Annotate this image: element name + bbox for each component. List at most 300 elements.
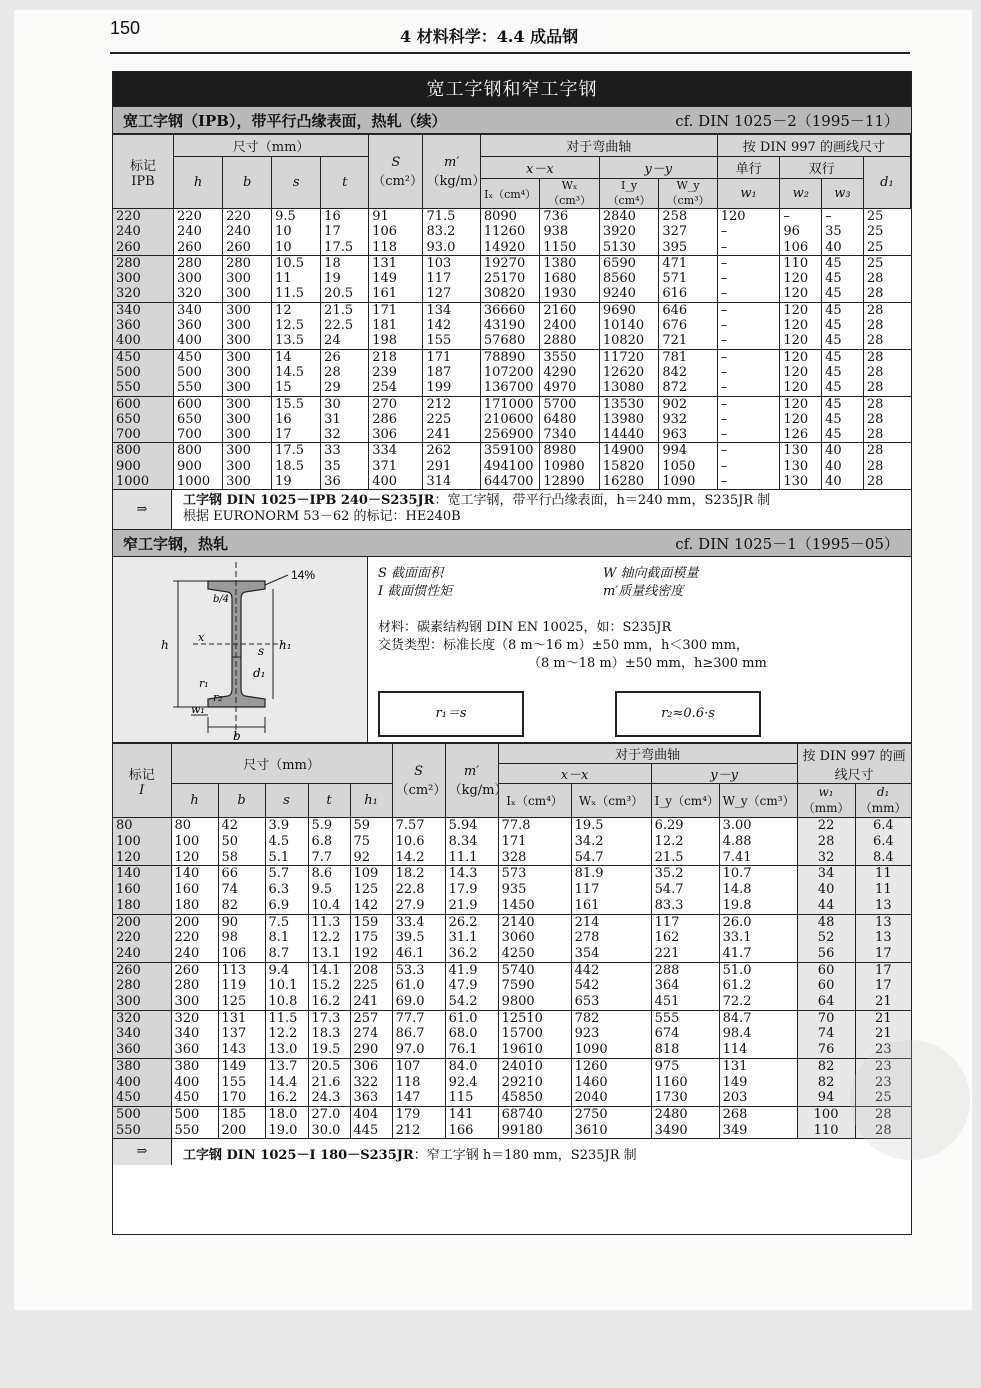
table-row: [113, 962, 911, 978]
table-cell: 241: [423, 427, 480, 443]
table-cell: 136700: [480, 380, 539, 396]
table-cell: 45: [822, 255, 864, 271]
section1-example-note: [113, 489, 911, 530]
table-cell: 225: [423, 412, 480, 427]
table-cell: 45: [822, 427, 864, 443]
table-cell: 162: [651, 930, 719, 946]
table-cell: 64: [797, 994, 855, 1010]
table-cell: 120: [717, 209, 780, 225]
table-cell: 240: [223, 224, 272, 239]
table-cell: 3610: [571, 1123, 651, 1139]
table-cell: 500: [113, 365, 174, 380]
table-cell: 45: [822, 318, 864, 333]
table-cell: 69.0: [392, 994, 445, 1010]
table-row: [113, 834, 911, 850]
table-cell: 4.5: [265, 834, 308, 850]
table-cell: 400: [171, 1075, 218, 1091]
table-cell: 400: [113, 1075, 171, 1091]
table-cell: 500: [113, 1107, 171, 1123]
table-cell: 700: [113, 427, 174, 443]
table-cell: 300: [174, 271, 223, 286]
table-cell: 14: [272, 349, 321, 365]
table-cell: 6.8: [308, 834, 350, 850]
table-cell: 400: [174, 333, 223, 349]
table-cell: 214: [571, 914, 651, 930]
table-cell: 7.5: [265, 914, 308, 930]
table-cell: 120: [780, 412, 822, 427]
table-cell: 571: [659, 271, 717, 286]
col-din997: 按 DIN 997 的画线尺寸: [717, 135, 910, 157]
col2-S: S （cm²）: [392, 744, 445, 818]
table-cell: 149: [719, 1075, 797, 1091]
table-cell: 12.2: [265, 1026, 308, 1042]
table-cell: 359100: [480, 443, 539, 459]
table-cell: 19.8: [719, 898, 797, 914]
table-cell: 15.5: [272, 396, 321, 412]
table-cell: 155: [218, 1075, 265, 1091]
table-cell: 130: [780, 474, 822, 489]
col-bend-axis: 对于弯曲轴: [480, 135, 717, 157]
table-cell: 650: [113, 412, 174, 427]
section1-heading-bar: [113, 106, 911, 134]
table-cell: 28: [863, 333, 910, 349]
table-cell: 17: [321, 224, 369, 239]
table-cell: 179: [392, 1107, 445, 1123]
material-line: 材料：碳素结构钢 DIN EN 10025，如：S235JR: [378, 620, 672, 636]
table-cell: 44: [797, 898, 855, 914]
legend-I: I 截面惯性矩: [378, 584, 453, 600]
table-cell: 7.57: [392, 818, 445, 834]
table-cell: 171: [369, 302, 423, 318]
table-cell: 200: [113, 914, 171, 930]
table-cell: 270: [369, 396, 423, 412]
table-cell: 12890: [540, 474, 599, 489]
table-cell: 800: [174, 443, 223, 459]
table-cell: 14.2: [392, 850, 445, 866]
table-row: [113, 914, 911, 930]
table-cell: 17.9: [445, 882, 498, 898]
table-cell: 3550: [540, 349, 599, 365]
example-designation: 工字钢 DIN 1025－IPB 240－S235JR: [183, 493, 435, 509]
table-row: [113, 1042, 911, 1058]
col2-h1: h₁: [350, 784, 392, 818]
table-cell: 700: [174, 427, 223, 443]
table-cell: 268: [719, 1107, 797, 1123]
table-cell: 41.7: [719, 946, 797, 962]
section2-example-note: [113, 1138, 911, 1165]
table-cell: 5700: [540, 396, 599, 412]
col-single-row: 单行: [717, 157, 780, 179]
table-cell: 52: [797, 930, 855, 946]
table-cell: 35: [321, 459, 369, 474]
table-cell: 736: [540, 209, 599, 225]
col-Ix: Iₓ（cm⁴）: [480, 179, 539, 209]
table-cell: 1730: [651, 1090, 719, 1106]
table-cell: 68740: [498, 1107, 571, 1123]
table-cell: 28: [863, 365, 910, 380]
table-cell: 400: [113, 333, 174, 349]
col2-Wy: W_y（cm³）: [719, 784, 797, 818]
table-cell: 11.3: [308, 914, 350, 930]
table-cell: 100: [113, 834, 171, 850]
table-cell: 45: [822, 412, 864, 427]
table-cell: 140: [113, 866, 171, 882]
table-cell: 200: [171, 914, 218, 930]
col2-b: b: [218, 784, 265, 818]
col-h: h: [174, 157, 223, 209]
table-cell: 4970: [540, 380, 599, 396]
table-cell: 187: [423, 365, 480, 380]
table-cell: 240: [174, 224, 223, 239]
table-cell: 262: [423, 443, 480, 459]
table-cell: 550: [171, 1123, 218, 1139]
table-cell: 198: [369, 333, 423, 349]
table-row: [113, 818, 911, 834]
table-cell: 442: [571, 962, 651, 978]
table-cell: 200: [218, 1123, 265, 1139]
table-cell: 31.1: [445, 930, 498, 946]
table-cell: 76.1: [445, 1042, 498, 1058]
table-cell: 199: [423, 380, 480, 396]
table-cell: 360: [171, 1042, 218, 1058]
table-cell: 45: [822, 365, 864, 380]
table-cell: 291: [423, 459, 480, 474]
table-cell: 23: [855, 1058, 911, 1074]
table-cell: 40: [822, 474, 864, 489]
table-cell: –: [717, 427, 780, 443]
table-cell: 75: [350, 834, 392, 850]
table-cell: 77.7: [392, 1010, 445, 1026]
table-cell: 239: [369, 365, 423, 380]
table-cell: 4250: [498, 946, 571, 962]
table-cell: 5130: [599, 240, 658, 256]
table-cell: 7340: [540, 427, 599, 443]
table-cell: 130: [780, 443, 822, 459]
col-w3: w₃: [822, 179, 864, 209]
table-cell: 6.3: [265, 882, 308, 898]
table-cell: 25: [863, 240, 910, 256]
table-cell: 1460: [571, 1075, 651, 1091]
table-cell: 274: [350, 1026, 392, 1042]
table-cell: 60: [797, 978, 855, 994]
table-cell: 98: [218, 930, 265, 946]
table-cell: 41.9: [445, 962, 498, 978]
table-cell: 900: [174, 459, 223, 474]
table-row: [113, 255, 911, 271]
table-cell: 3490: [651, 1123, 719, 1139]
table-cell: 107: [392, 1058, 445, 1074]
running-head: 4 材料科学：4.4 成品钢: [400, 27, 579, 46]
table-cell: 225: [350, 978, 392, 994]
table-cell: 600: [174, 396, 223, 412]
table-cell: 550: [113, 380, 174, 396]
r2-label: r₂: [213, 691, 223, 705]
table-cell: 36.2: [445, 946, 498, 962]
table-cell: 61.0: [445, 1010, 498, 1026]
table-cell: 445: [350, 1123, 392, 1139]
table-cell: 963: [659, 427, 717, 443]
table-cell: 10.5: [272, 255, 321, 271]
table-cell: 40: [822, 443, 864, 459]
table-cell: 28: [797, 834, 855, 850]
table-cell: 1000: [174, 474, 223, 489]
table-cell: 1090: [659, 474, 717, 489]
table-cell: 3.9: [265, 818, 308, 834]
table-cell: 120: [171, 850, 218, 866]
table-cell: 86.7: [392, 1026, 445, 1042]
table-cell: 12: [272, 302, 321, 318]
table-cell: 450: [113, 349, 174, 365]
table-row: [113, 930, 911, 946]
table-cell: 171: [498, 834, 571, 850]
table-cell: 19270: [480, 255, 539, 271]
table-cell: 653: [571, 994, 651, 1010]
table-cell: 6480: [540, 412, 599, 427]
table-row: [113, 380, 911, 396]
table-row: [113, 459, 911, 474]
table-cell: 43190: [480, 318, 539, 333]
table-cell: 1260: [571, 1058, 651, 1074]
table-cell: 40: [822, 240, 864, 256]
table-row: [113, 240, 911, 256]
table-cell: 11.1: [445, 850, 498, 866]
table-cell: 80: [113, 818, 171, 834]
table-cell: 10980: [540, 459, 599, 474]
table-cell: 99180: [498, 1123, 571, 1139]
table-cell: 110: [797, 1123, 855, 1139]
table-cell: 257: [350, 1010, 392, 1026]
table-cell: 21.5: [321, 302, 369, 318]
table-cell: 113: [218, 962, 265, 978]
table-cell: 9.5: [272, 209, 321, 225]
table-cell: 54.7: [571, 850, 651, 866]
table-cell: 18.5: [272, 459, 321, 474]
table-cell: –: [717, 349, 780, 365]
table-cell: 25: [855, 1090, 911, 1106]
table-cell: 166: [445, 1123, 498, 1139]
table-cell: 19.0: [265, 1123, 308, 1139]
table-cell: 800: [113, 443, 174, 459]
table-cell: 1090: [571, 1042, 651, 1058]
table-cell: 16.2: [308, 994, 350, 1010]
col-d1: d₁: [863, 157, 910, 209]
table-cell: 6.29: [651, 818, 719, 834]
table-cell: 28: [863, 349, 910, 365]
table-cell: 11720: [599, 349, 658, 365]
table-row: [113, 850, 911, 866]
wide-beam-table: [113, 134, 911, 489]
table-cell: 171000: [480, 396, 539, 412]
table-cell: 2160: [540, 302, 599, 318]
table-cell: 74: [797, 1026, 855, 1042]
col2-w1: w₁ （mm）: [797, 784, 855, 818]
table-cell: 14.5: [272, 365, 321, 380]
table-cell: 646: [659, 302, 717, 318]
table-cell: 14900: [599, 443, 658, 459]
table-cell: 494100: [480, 459, 539, 474]
table-cell: 78890: [480, 349, 539, 365]
table-cell: –: [717, 380, 780, 396]
arrow-icon: ⇒: [113, 1139, 172, 1165]
table-cell: 93.0: [423, 240, 480, 256]
table-cell: 107200: [480, 365, 539, 380]
table-cell: 10.7: [719, 866, 797, 882]
table-cell: 28: [863, 427, 910, 443]
table-cell: 14.4: [265, 1075, 308, 1091]
table-cell: 100: [797, 1107, 855, 1123]
table-cell: 17.3: [308, 1010, 350, 1026]
col2-bend-axis: 对于弯曲轴: [498, 744, 797, 764]
table-cell: 147: [392, 1090, 445, 1106]
table-cell: 300: [223, 443, 272, 459]
table-cell: 161: [571, 898, 651, 914]
table-cell: 932: [659, 412, 717, 427]
table-cell: 2040: [571, 1090, 651, 1106]
table-cell: –: [780, 209, 822, 225]
table-cell: 1380: [540, 255, 599, 271]
table-row: [113, 333, 911, 349]
table-cell: 327: [659, 224, 717, 239]
table-cell: 35: [822, 224, 864, 239]
col-dims: 尺寸（mm）: [174, 135, 369, 157]
r1-label: r₁: [199, 677, 209, 691]
section2-heading: 窄工字钢，热轧: [123, 535, 229, 554]
table-row: [113, 224, 911, 239]
table-cell: 47.9: [445, 978, 498, 994]
table-cell: 555: [651, 1010, 719, 1026]
table-cell: 17: [855, 962, 911, 978]
table-cell: 7.41: [719, 850, 797, 866]
table-cell: 36660: [480, 302, 539, 318]
table-cell: 220: [113, 209, 174, 225]
table-cell: 2480: [651, 1107, 719, 1123]
table-cell: 842: [659, 365, 717, 380]
table-cell: 17: [855, 978, 911, 994]
table-cell: 17: [272, 427, 321, 443]
table-cell: 28: [321, 365, 369, 380]
table-cell: 45: [822, 380, 864, 396]
table-cell: 149: [369, 271, 423, 286]
i-beam-diagram: [113, 557, 368, 742]
table-cell: 21: [855, 1026, 911, 1042]
table-cell: 180: [113, 898, 171, 914]
watermark-stamp: [850, 1040, 970, 1160]
table-cell: 22.8: [392, 882, 445, 898]
table-cell: 360: [113, 318, 174, 333]
table-cell: 5.94: [445, 818, 498, 834]
table-cell: 137: [218, 1026, 265, 1042]
table-cell: 28: [863, 380, 910, 396]
d1-label: d₁: [253, 666, 266, 681]
narrow-beam-table: [113, 743, 912, 1138]
h1-label: h₁: [279, 638, 292, 653]
table-cell: 90: [218, 914, 265, 930]
table-cell: 77.8: [498, 818, 571, 834]
table-cell: 118: [369, 240, 423, 256]
table-cell: 3920: [599, 224, 658, 239]
table-cell: 131: [719, 1058, 797, 1074]
table-cell: 120: [780, 318, 822, 333]
table-cell: 902: [659, 396, 717, 412]
col2-t: t: [308, 784, 350, 818]
table-cell: 181: [369, 318, 423, 333]
table-cell: 160: [113, 882, 171, 898]
table-row: [113, 209, 911, 225]
table-cell: 280: [174, 255, 223, 271]
table-row: [113, 412, 911, 427]
table-cell: 300: [223, 396, 272, 412]
table-cell: 6.4: [855, 818, 911, 834]
table-cell: 21: [855, 994, 911, 1010]
table-cell: 115: [445, 1090, 498, 1106]
table-cell: 260: [171, 962, 218, 978]
table-cell: 32: [321, 427, 369, 443]
table-cell: 17: [855, 946, 911, 962]
table-cell: 1680: [540, 271, 599, 286]
table-cell: 120: [780, 349, 822, 365]
table-cell: 125: [218, 994, 265, 1010]
table-cell: 935: [498, 882, 571, 898]
table-cell: 120: [780, 286, 822, 302]
table-cell: 9.4: [265, 962, 308, 978]
narrow-beam-rows: [113, 818, 911, 1139]
table-cell: 10: [272, 240, 321, 256]
table-cell: 24: [321, 333, 369, 349]
table-cell: 14.3: [445, 866, 498, 882]
table-cell: –: [717, 224, 780, 239]
table-cell: 600: [113, 396, 174, 412]
table-cell: 320: [171, 1010, 218, 1026]
table-cell: –: [717, 459, 780, 474]
table-cell: 54.7: [651, 882, 719, 898]
table-cell: 994: [659, 443, 717, 459]
table-cell: 110: [780, 255, 822, 271]
table-row: [113, 1075, 911, 1091]
table-cell: 938: [540, 224, 599, 239]
table-cell: 170: [218, 1090, 265, 1106]
table-cell: 1450: [498, 898, 571, 914]
table-cell: 11.5: [265, 1010, 308, 1026]
table-cell: 103: [423, 255, 480, 271]
table-cell: 15: [272, 380, 321, 396]
table-cell: 32: [797, 850, 855, 866]
table-cell: 185: [218, 1107, 265, 1123]
wide-beam-rows: [113, 209, 911, 490]
table-cell: 33.4: [392, 914, 445, 930]
table-cell: 542: [571, 978, 651, 994]
table-row: [113, 396, 911, 412]
table-cell: 30.0: [308, 1123, 350, 1139]
col-s: s: [272, 157, 321, 209]
table-cell: 117: [423, 271, 480, 286]
table-cell: 120: [780, 271, 822, 286]
arrow-icon: ⇒: [113, 490, 172, 529]
table-row: [113, 882, 911, 898]
table-cell: 21.6: [308, 1075, 350, 1091]
table-cell: 380: [113, 1058, 171, 1074]
table-cell: 256900: [480, 427, 539, 443]
col2-s: s: [265, 784, 308, 818]
table-cell: 340: [171, 1026, 218, 1042]
table-cell: 782: [571, 1010, 651, 1026]
table-cell: –: [717, 240, 780, 256]
table-cell: 92: [350, 850, 392, 866]
table-cell: 322: [350, 1075, 392, 1091]
table-cell: –: [822, 209, 864, 225]
table-cell: 33.1: [719, 930, 797, 946]
table-cell: 14440: [599, 427, 658, 443]
table-cell: 28: [863, 443, 910, 459]
